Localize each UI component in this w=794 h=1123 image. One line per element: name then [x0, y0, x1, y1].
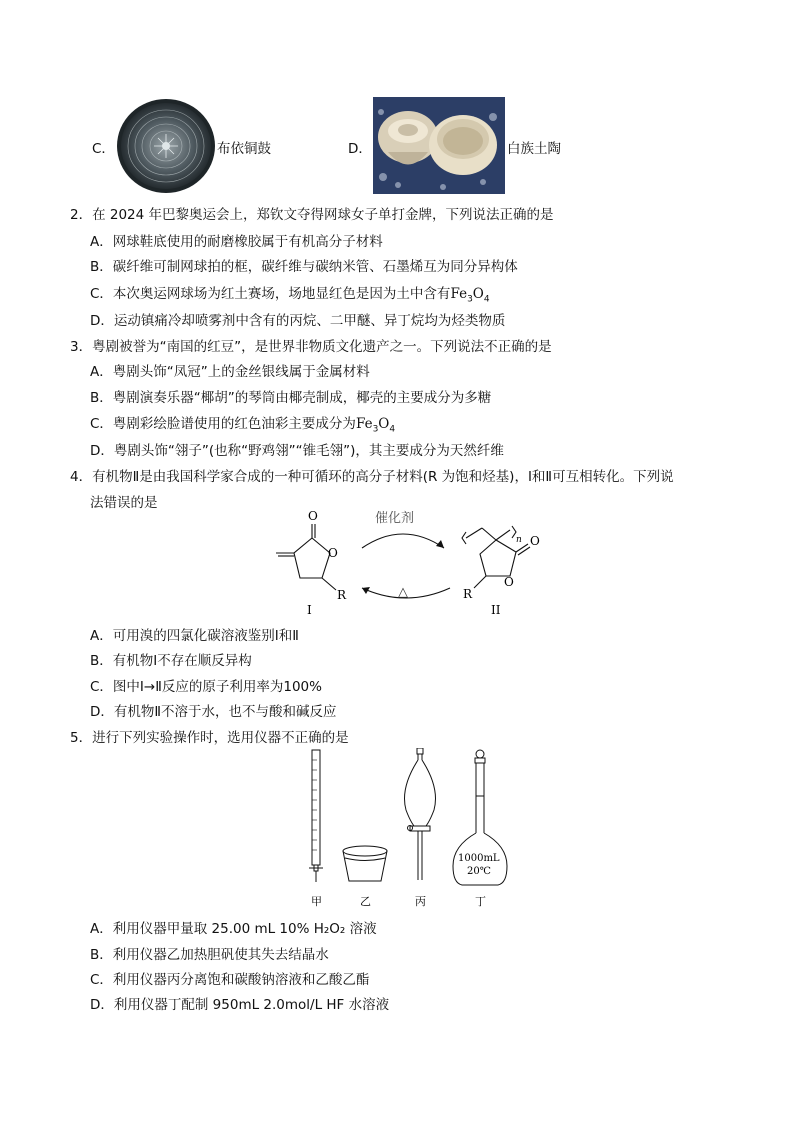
q3-option-c: C．粤剧彩绘脸谱使用的红色油彩主要成分为$Fe_3O_4$	[90, 416, 396, 435]
q2-option-d: D．运动镇痛冷却喷雾剂中含有的丙烷、二甲醚、异丁烷均为烃类物质	[90, 313, 506, 329]
q4-option-a: A．可用溴的四氯化碳溶液鉴别Ⅰ和Ⅱ	[90, 628, 299, 644]
label-yi: 乙	[360, 895, 371, 908]
q2-option-c: C．本次奥运网球场为红土赛场，场地显红色是因为土中含有$Fe_3O_4$	[90, 286, 490, 305]
option-c-letter: C．	[92, 141, 115, 157]
q3-option-d: D．粤剧头饰“翎子”(也称“野鸡翎”“锥毛翎”)，其主要成分为天然纤维	[90, 443, 504, 459]
q2-stem: 2．在 2024 年巴黎奥运会上，郑钦文夺得网球女子单打金牌，下列说法正确的是	[70, 207, 554, 223]
q5-option-c: C．利用仪器丙分离饱和碳酸钠溶液和乙酸乙酯	[90, 972, 370, 988]
option-d-caption: 白族土陶	[507, 141, 561, 157]
q4-option-c: C．图中Ⅰ→Ⅱ反应的原子利用率为100%	[90, 679, 322, 695]
option-c-caption: 布依铜鼓	[217, 141, 271, 157]
atom-O-ring-II: O	[504, 575, 514, 589]
label-I: I	[307, 603, 312, 617]
flask-temp-label: 20℃	[467, 866, 491, 877]
burette-icon	[309, 750, 323, 882]
volumetric-flask-icon	[453, 750, 507, 885]
atom-R-II: R	[463, 587, 473, 601]
q3-option-b: B．粤剧演奏乐器“椰胡”的琴筒由椰壳制成，椰壳的主要成分为多糖	[90, 390, 492, 406]
molecule-I	[276, 524, 336, 590]
q4-stem-line2: 法错误的是	[90, 495, 158, 511]
reaction-scheme	[260, 508, 560, 620]
q4-option-d: D．有机物Ⅱ不溶于水，也不与酸和碱反应	[90, 704, 337, 720]
clay-pottery-photo	[373, 97, 505, 194]
label-ding: 丁	[475, 895, 486, 908]
q2-option-b: B．碳纤维可制网球拍的框，碳纤维与碳纳米管、石墨烯互为同分异构体	[90, 259, 518, 275]
heat-symbol: △	[398, 585, 408, 600]
subscript-n: n	[516, 535, 522, 545]
atom-O-ring-I: O	[328, 546, 338, 560]
apparatus-figure	[300, 748, 520, 913]
bronze-drum-photo	[116, 97, 216, 194]
q5-stem: 5．进行下列实验操作时，选用仪器不正确的是	[70, 730, 349, 746]
q4-option-b: B．有机物Ⅰ不存在顺反异构	[90, 653, 252, 669]
catalyst-label: 催化剂	[375, 511, 415, 526]
q2-option-a: A．网球鞋底使用的耐磨橡胶属于有机高分子材料	[90, 234, 383, 250]
label-II: II	[491, 603, 501, 617]
label-bing: 丙	[415, 895, 426, 908]
option-d-letter: D．	[348, 141, 372, 157]
q4-stem-line1: 4．有机物Ⅱ是由我国科学家合成的一种可循环的高分子材料(R 为饱和烃基)，Ⅰ和Ⅱ可互相转化。下列说	[70, 469, 674, 485]
label-jia: 甲	[311, 895, 322, 908]
q5-option-b: B．利用仪器乙加热胆矾使其失去结晶水	[90, 947, 329, 963]
atom-R-I: R	[337, 588, 347, 602]
q3-stem: 3．粤剧被誉为“南国的红豆”，是世界非物质文化遗产之一。下列说法不正确的是	[70, 339, 552, 355]
q5-option-d: D．利用仪器丁配制 950mL 2.0mol/L HF 水溶液	[90, 997, 390, 1013]
crucible-icon	[343, 846, 387, 881]
separatory-funnel-icon	[405, 748, 436, 880]
flask-volume-label: 1000mL	[458, 853, 500, 864]
q3-option-a: A．粤剧头饰“凤冠”上的金丝银线属于金属材料	[90, 364, 370, 380]
atom-O-carbonyl-I: O	[308, 509, 318, 523]
atom-O-carbonyl-II: O	[530, 534, 540, 548]
q5-option-a: A．利用仪器甲量取 25.00 mL 10% H₂O₂ 溶液	[90, 921, 377, 937]
